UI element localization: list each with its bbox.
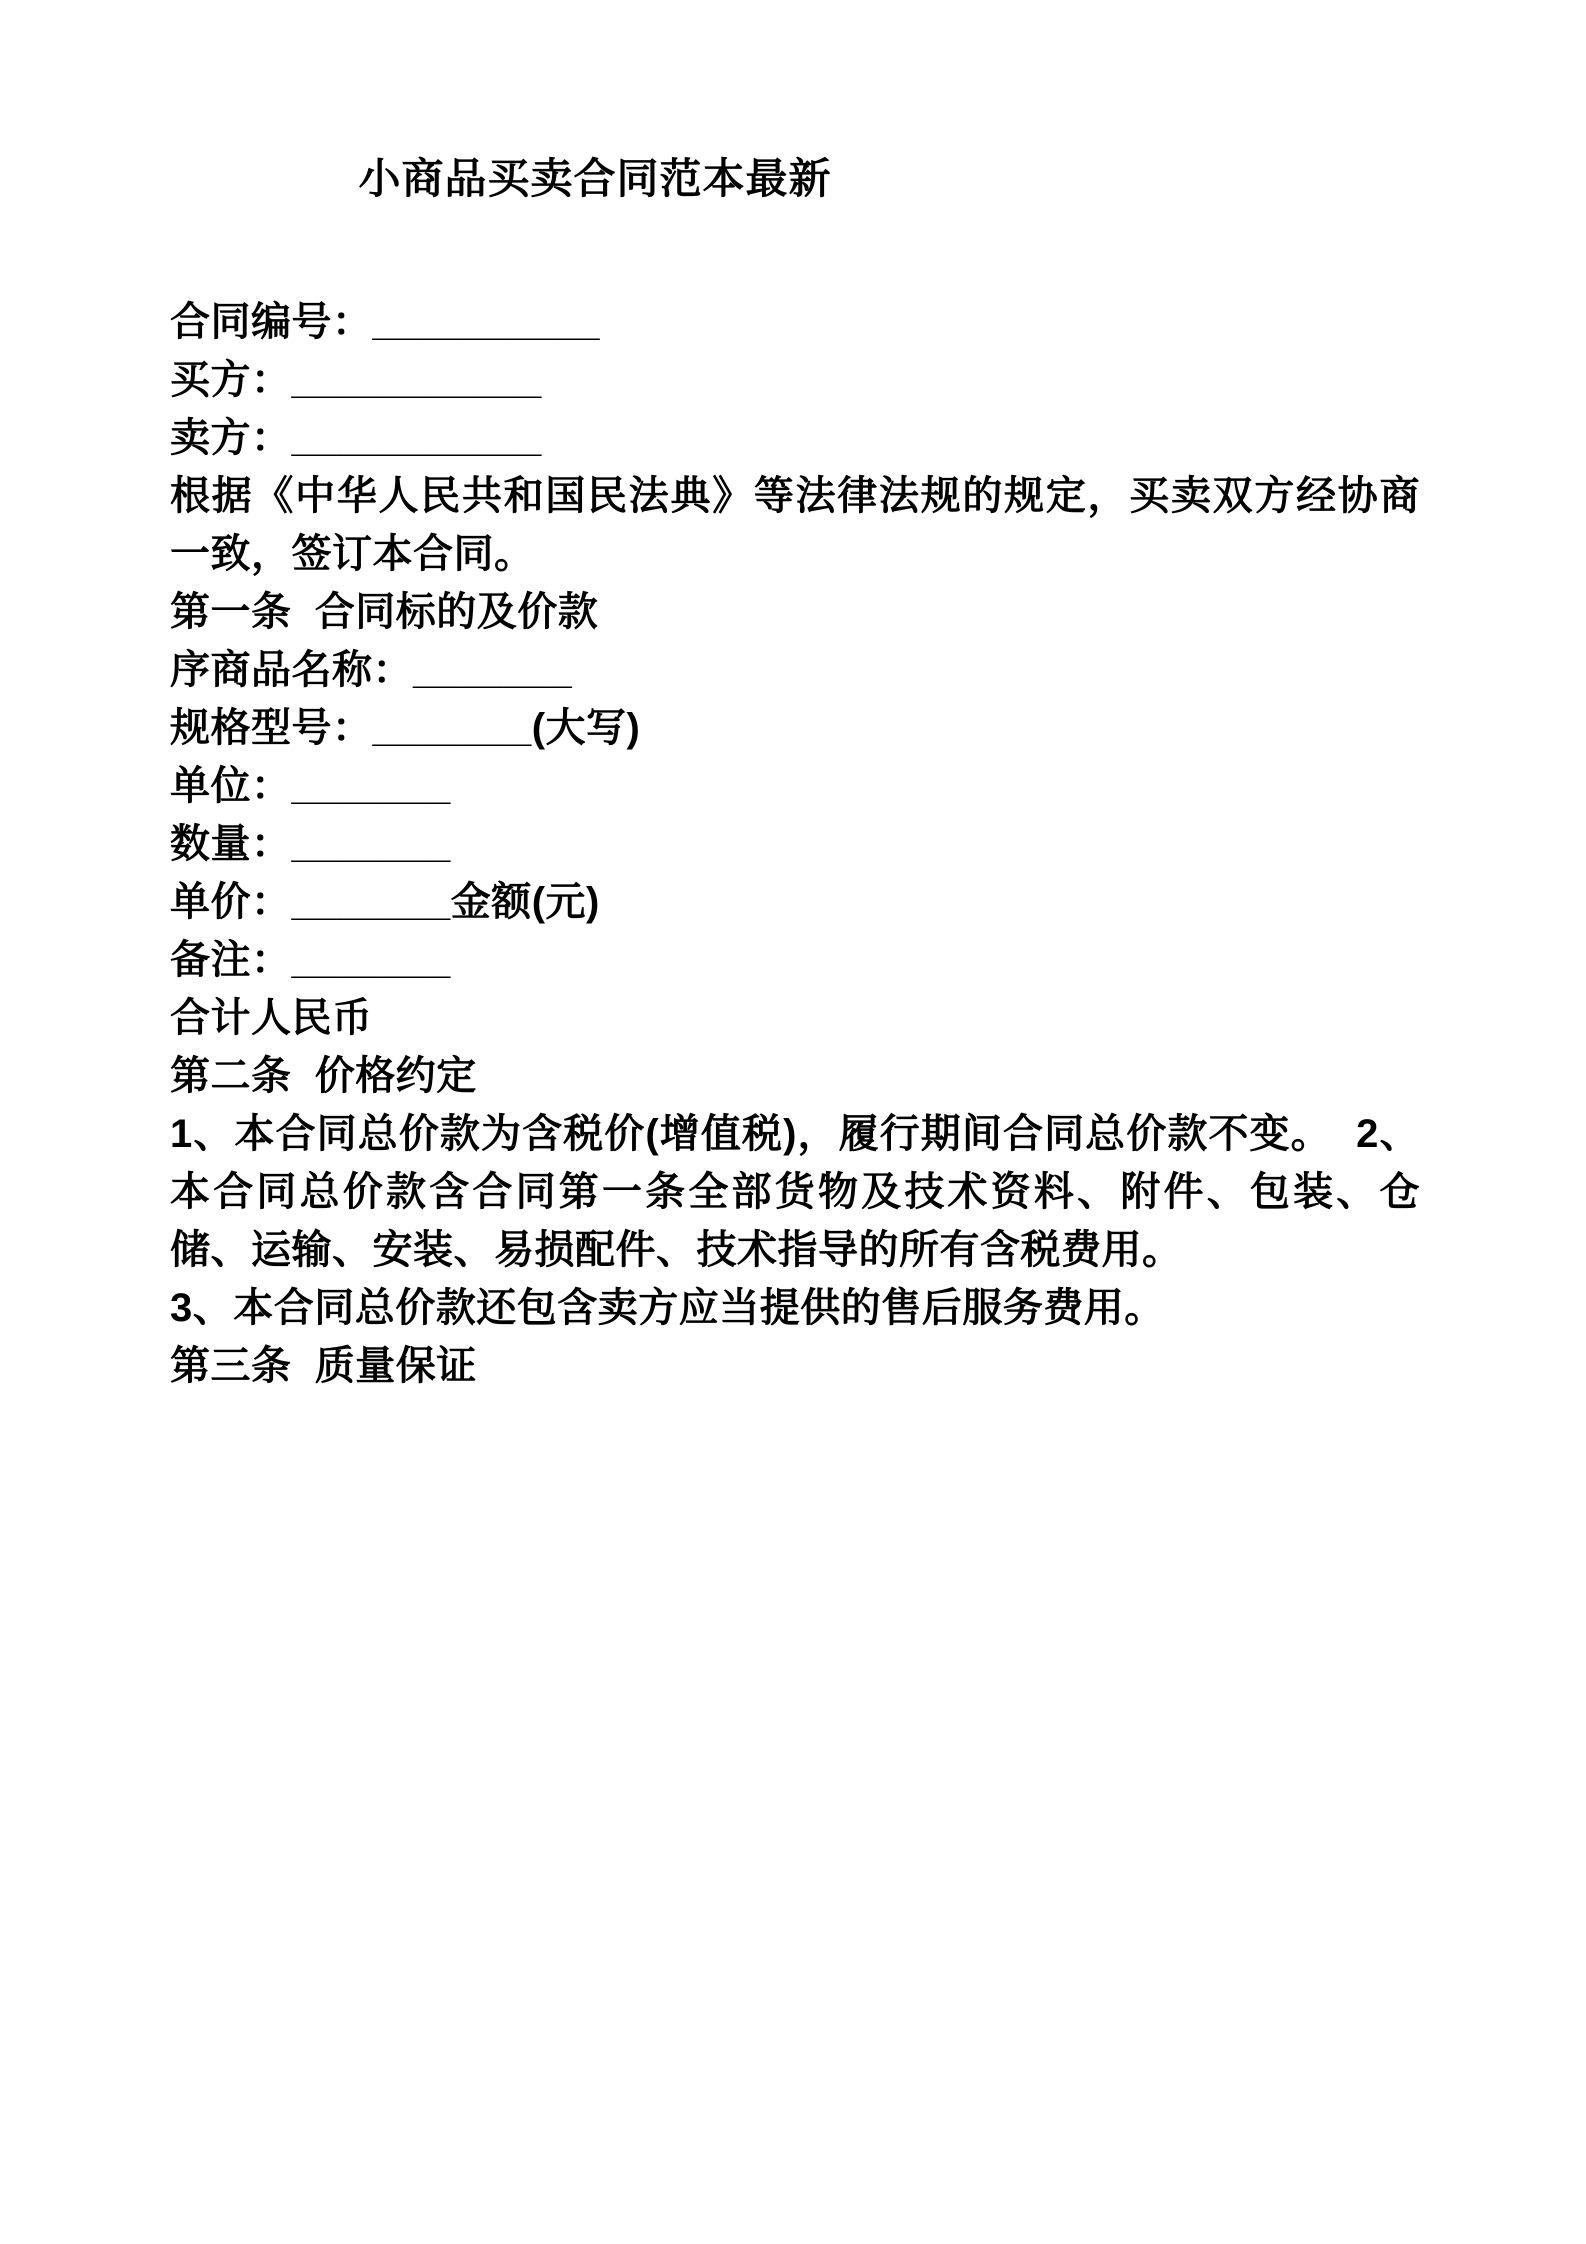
buyer-line: 买方：___________ xyxy=(170,358,542,402)
quantity-line: 数量：_______ xyxy=(170,822,451,866)
unit-price-line: 单价：_______金额(元) xyxy=(170,880,600,924)
article-2-heading: 第二条 价格约定 xyxy=(170,1054,477,1098)
seller-line: 卖方：___________ xyxy=(170,416,542,460)
article-1-heading: 第一条 合同标的及价款 xyxy=(170,590,599,634)
price-clause-3-paragraph: 3、本合同总价款还包含卖方应当提供的售后服务费用。 xyxy=(170,1286,1165,1330)
article-3-heading: 第三条 质量保证 xyxy=(170,1344,477,1388)
unit-line: 单位：_______ xyxy=(170,764,451,808)
remark-line: 备注：_______ xyxy=(170,938,451,982)
product-name-line: 序商品名称：_______ xyxy=(170,648,573,692)
document-title: 小商品买卖合同范本最新 xyxy=(358,155,832,202)
spec-model-line: 规格型号：_______(大写) xyxy=(170,706,641,750)
price-clause-1-2-paragraph: 1、本合同总价款为含税价(增值税)，履行期间合同总价款不变。 2、本合同总价款含合同第一条全部货物及技术资料、附件、包装、仓储、运输、安装、易损配件、技术指导的所有含税费用。 xyxy=(170,1112,1420,1272)
total-rmb-line: 合计人民币 xyxy=(170,996,373,1040)
preamble-paragraph: 根据《中华人民共和国民法典》等法律法规的规定，买卖双方经协商一致，签订本合同。 xyxy=(170,474,1420,576)
contract-number-line: 合同编号：__________ xyxy=(170,300,600,344)
